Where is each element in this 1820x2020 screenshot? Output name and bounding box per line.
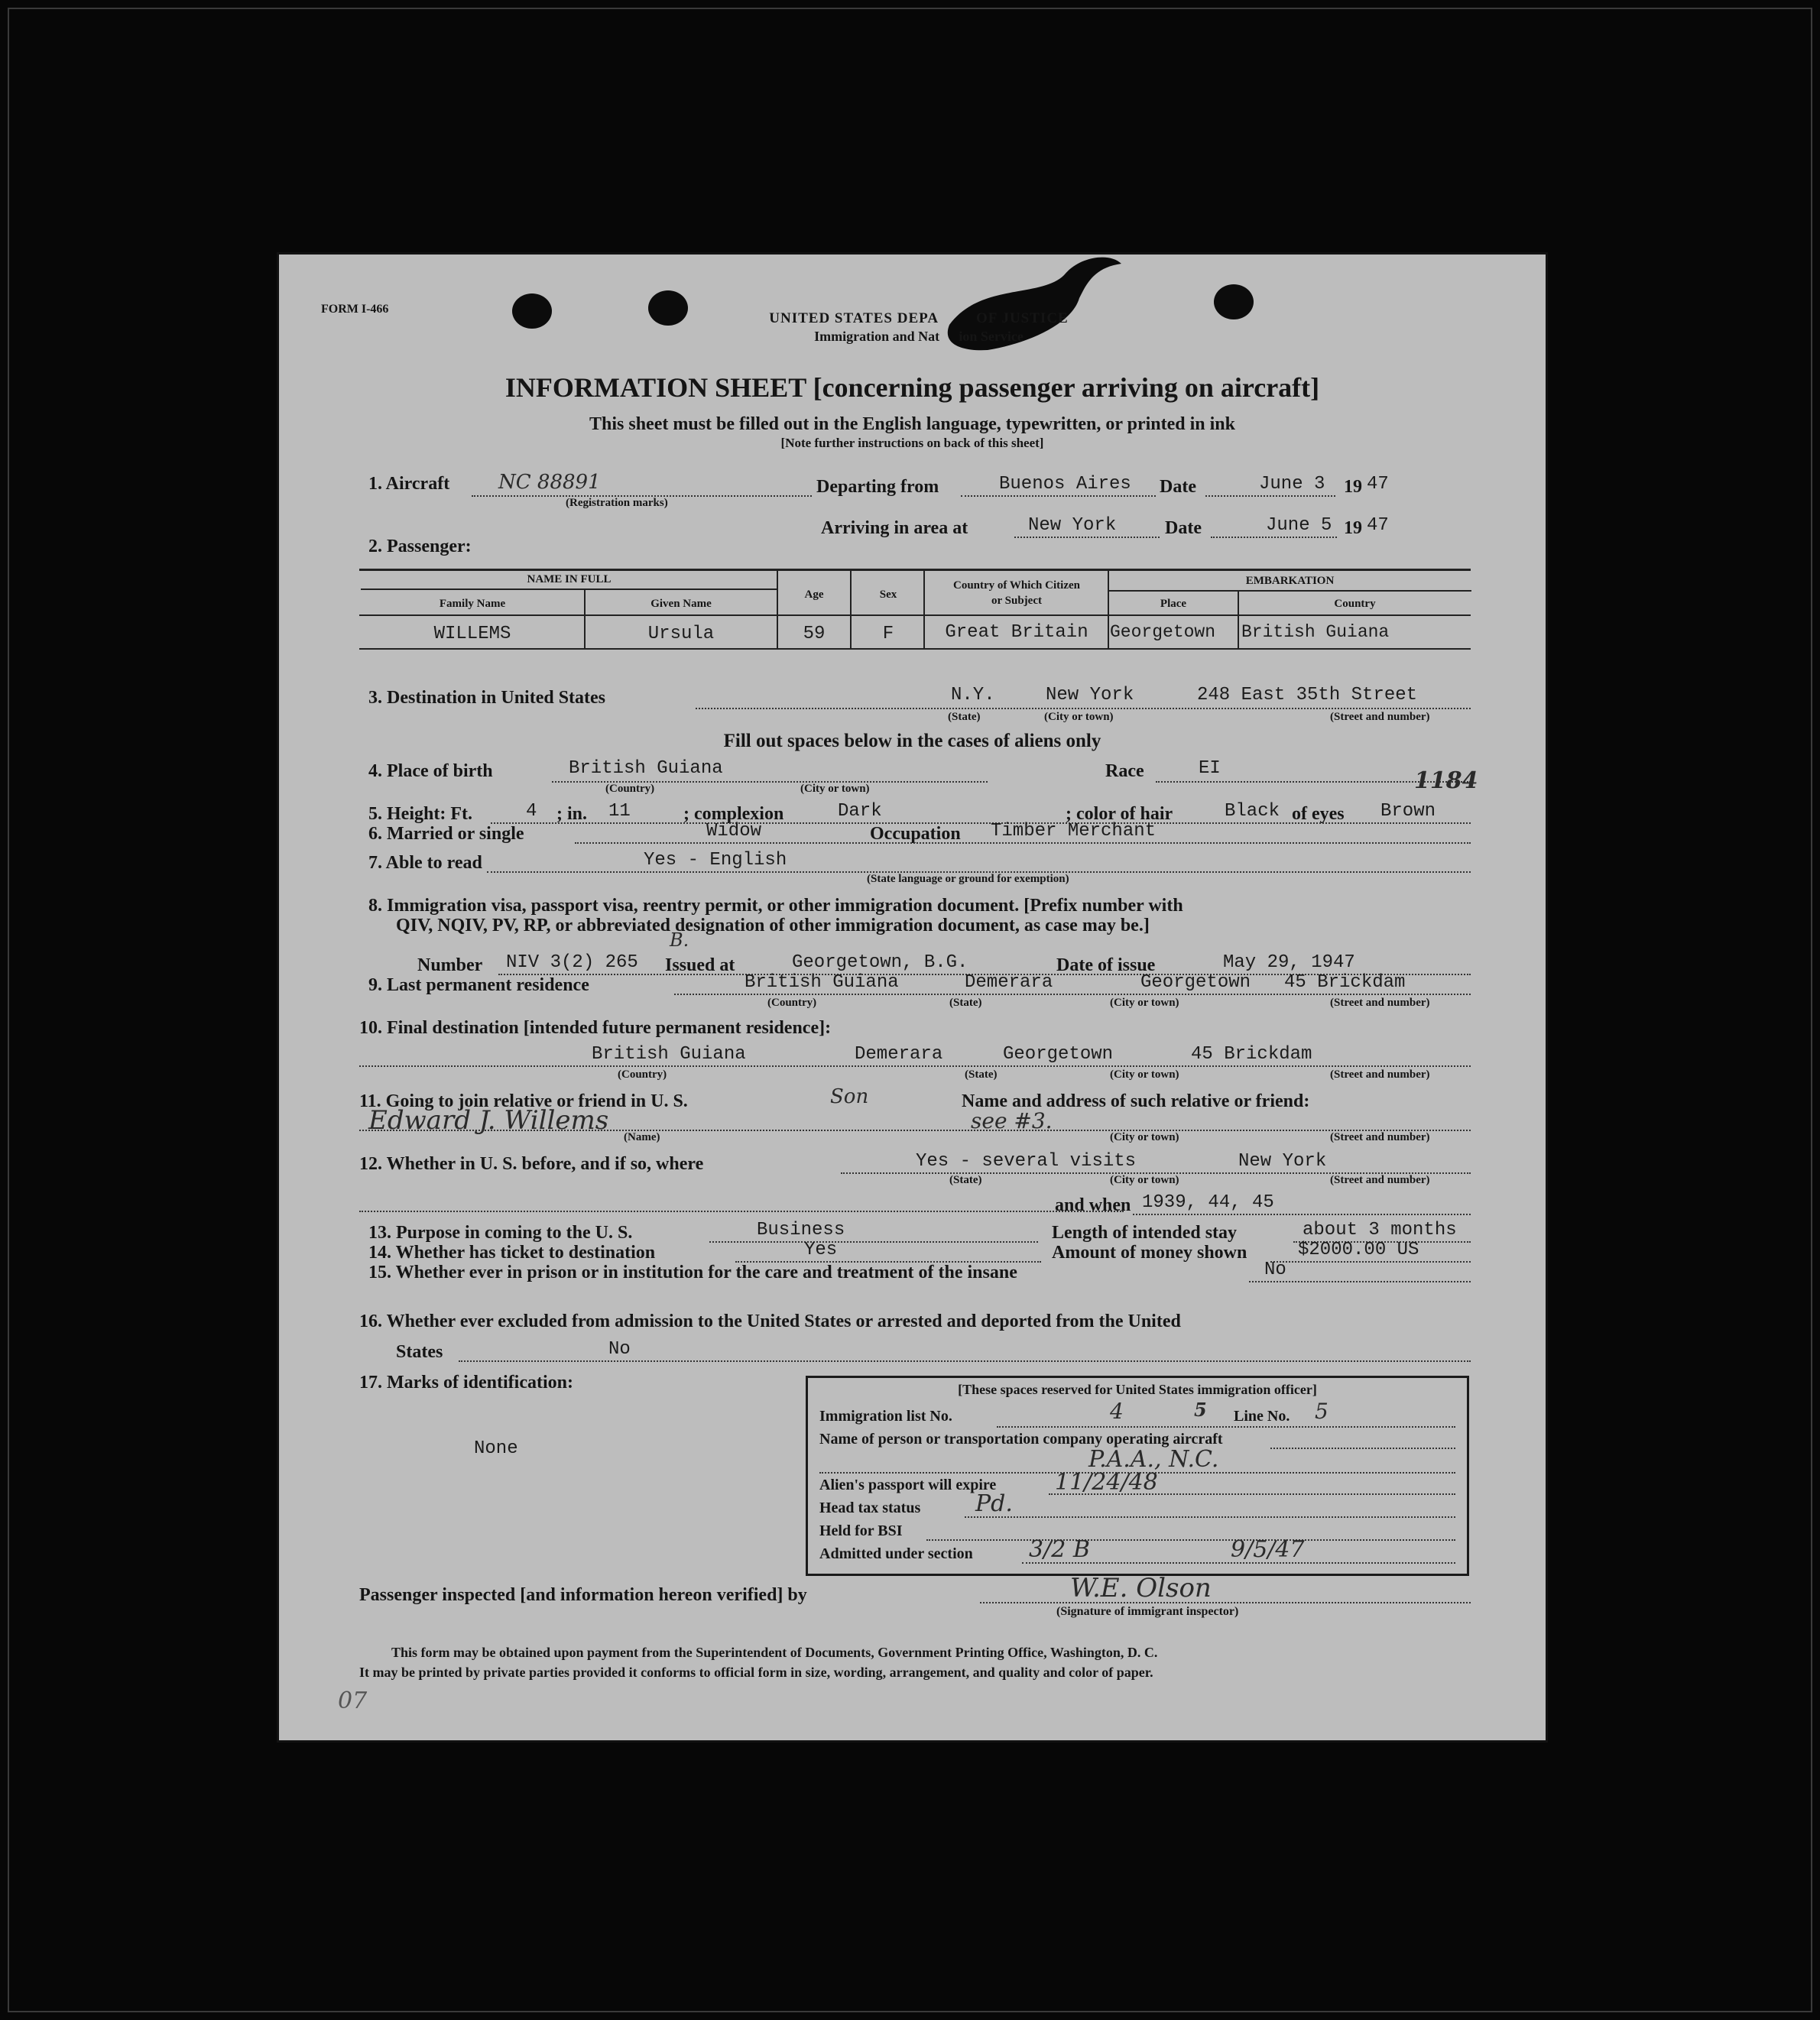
citizen-header-2: or Subject (991, 595, 1042, 607)
caption-city: (City or town) (1110, 1174, 1179, 1186)
states-label: States (396, 1342, 443, 1362)
birthplace-label: 4. Place of birth (368, 761, 493, 781)
embark-place-value: Georgetown (1110, 622, 1216, 642)
departing-label: Departing from (816, 477, 939, 497)
residence-city: Georgetown (1140, 972, 1251, 993)
excluded-label: 16. Whether ever excluded from admission to the United States or arrested and deported from the United (359, 1312, 1181, 1331)
family-name-header: Family Name (439, 598, 506, 610)
form-number: FORM I-466 (321, 303, 389, 316)
residence-country: British Guiana (745, 972, 899, 993)
signature-caption: (Signature of immigrant inspector) (1056, 1605, 1239, 1618)
citizen-value: Great Britain (945, 622, 1088, 643)
footer-line-2: It may be printed by private parties provided it conforms to official form in size, wording, arrangement, and quality and color of paper. (359, 1665, 1153, 1680)
bsi-label: Held for BSI (819, 1522, 903, 1539)
subtitle: This sheet must be filled out in the English language, typewritten, or printed in ink (589, 414, 1235, 434)
given-name-header: Given Name (650, 598, 712, 610)
prison-label: 15. Whether ever in prison or in institution for the care and treatment of the insane (368, 1263, 1017, 1282)
family-name-value: WILLEMS (433, 624, 511, 644)
caption-city: (City or town) (1044, 711, 1114, 723)
read-label: 7. Able to read (368, 853, 482, 873)
country-header: Country (1334, 598, 1376, 610)
complexion-value: Dark (838, 801, 882, 822)
caption-country: (Country) (767, 997, 817, 1009)
final-city: Georgetown (1003, 1044, 1114, 1065)
caption-street: (Street and number) (1330, 711, 1430, 723)
aircraft-value: NC 88891 (498, 471, 601, 494)
identification-value: None (474, 1438, 518, 1459)
height-feet: 4 (526, 801, 537, 822)
visa-number: NIV 3(2) 265 (506, 952, 638, 973)
sex-value: F (882, 624, 894, 644)
information-sheet (277, 252, 1548, 1743)
destination-city: New York (1046, 685, 1134, 705)
caption-street: (Street and number) (1330, 997, 1430, 1009)
department: UNITED STATES DEPA OF JUSTICE (769, 310, 1069, 326)
visa-number-label: Number (417, 955, 483, 975)
embark-country-value: British Guiana (1241, 622, 1390, 642)
citizen-header: Country of Which Citizen (953, 579, 1080, 592)
length-value: about 3 months (1303, 1220, 1457, 1240)
arriving-at: New York (1028, 515, 1117, 536)
destination-label: 3. Destination in United States (368, 688, 606, 708)
place-header: Place (1160, 598, 1187, 610)
caption-state: (State) (965, 1068, 998, 1081)
relative-address: see #3. (971, 1108, 1053, 1133)
join-relative-label: 11. Going to join relative or friend in U. S. (359, 1091, 688, 1111)
arrive-date: June 5 (1266, 515, 1332, 536)
race-label: Race (1105, 761, 1144, 781)
residence-label: 9. Last permanent residence (368, 975, 589, 995)
visa-label-2: QIV, NQIV, PV, RP, or abbreviated designation of other immigration document, as case may be.] (396, 916, 1150, 935)
ink-blot (934, 252, 1133, 367)
height-inches: 11 (608, 801, 631, 822)
previous-visit-value: Yes - several visits (916, 1151, 1137, 1172)
arrive-year-prefix: 19 (1344, 518, 1362, 538)
length-label: Length of intended stay (1052, 1223, 1238, 1243)
admitted-section: 3/2 B (1029, 1536, 1090, 1563)
caption-city: (City or town) (1110, 1131, 1179, 1143)
name-address-label: Name and address of such relative or friend: (962, 1091, 1310, 1111)
ticket-value: Yes (804, 1240, 838, 1260)
residence-street: 45 Brickdam (1284, 972, 1406, 993)
name-in-full-header: NAME IN FULL (527, 573, 612, 585)
hair-label: ; color of hair (1066, 804, 1173, 824)
list-mark: 5 (1194, 1399, 1207, 1421)
caption-street: (Street and number) (1330, 1131, 1430, 1143)
when-value: 1939, 44, 45 (1142, 1192, 1274, 1213)
read-value: Yes - English (644, 850, 787, 871)
final-state: Demerara (855, 1044, 943, 1065)
admitted-date: 9/5/47 (1231, 1536, 1305, 1563)
caption-state: (State) (949, 997, 982, 1009)
occupation-label: Occupation (870, 824, 961, 844)
issue-date: May 29, 1947 (1223, 952, 1355, 973)
note: [Note further instructions on back of this sheet] (780, 436, 1044, 450)
inspected-label: Passenger inspected [and information hereon verified] by (359, 1585, 807, 1605)
arriving-label: Arriving in area at (821, 518, 968, 538)
list-number: 4 (1110, 1399, 1124, 1424)
eyes-value: Brown (1380, 801, 1436, 822)
line-label: Line No. (1234, 1408, 1290, 1425)
headtax-value: Pd. (975, 1490, 1013, 1517)
eyes-label: of eyes (1292, 804, 1345, 824)
caption-state: (State) (949, 1174, 982, 1186)
residence-state: Demerara (965, 972, 1053, 993)
depart-year-prefix: 19 (1344, 477, 1362, 497)
caption-city: (City or town) (1110, 1068, 1179, 1081)
relative-name: Edward J. Willems (368, 1105, 609, 1136)
sex-header: Sex (879, 588, 897, 601)
aliens-heading: Fill out spaces below in the cases of aliens only (723, 731, 1101, 751)
destination-state: N.Y. (951, 685, 995, 705)
caption-street: (Street and number) (1330, 1174, 1430, 1186)
money-label: Amount of money shown (1052, 1243, 1247, 1263)
height-label: 5. Height: Ft. (368, 804, 472, 824)
margin-mark: 07 (338, 1688, 368, 1714)
purpose-label: 13. Purpose in coming to the U. S. (368, 1223, 633, 1243)
married-value: Widow (706, 821, 762, 841)
money-value: $2000.00 US (1298, 1240, 1419, 1260)
company-value: P.A.A., N.C. (1088, 1446, 1219, 1473)
prison-value: No (1264, 1260, 1286, 1280)
passenger-label: 2. Passenger: (368, 537, 472, 556)
issue-date-label: Date of issue (1056, 955, 1156, 975)
caption-city: (City or town) (1110, 997, 1179, 1009)
line-number: 5 (1315, 1399, 1329, 1424)
married-label: 6. Married or single (368, 824, 524, 844)
issued-at: Georgetown, B.G. (792, 952, 968, 973)
footer-line-1: This form may be obtained upon payment from the Superintendent of Documents, Government Printing Office, Washington, D. C. (391, 1645, 1158, 1660)
departing-from: Buenos Aires (999, 474, 1131, 494)
age-header: Age (804, 588, 824, 601)
birth-country: British Guiana (569, 758, 723, 779)
officer-heading: [These spaces reserved for United States immigration officer] (958, 1382, 1317, 1397)
given-name-value: Ursula (647, 624, 715, 644)
age-value: 59 (803, 624, 826, 644)
race-code-note: 1184 (1414, 767, 1478, 794)
visa-mark: B. (670, 929, 689, 951)
issued-label: Issued at (665, 955, 735, 975)
embarkation-header: EMBARKATION (1245, 575, 1335, 587)
registration-caption: (Registration marks) (566, 497, 668, 509)
caption-state: (State) (948, 711, 981, 723)
expire-label: Alien's passport will expire (819, 1477, 997, 1493)
depart-year: 47 (1367, 474, 1389, 494)
final-country: British Guiana (592, 1044, 746, 1065)
caption-country: (Country) (605, 783, 655, 795)
visa-label-1: 8. Immigration visa, passport visa, reentry permit, or other immigration document. [Prefix number with (368, 896, 1183, 916)
service: Immigration and Nat ion Service (814, 329, 1024, 344)
punch-hole (512, 293, 552, 329)
identification-label: 17. Marks of identification: (359, 1373, 573, 1393)
depart-date-label: Date (1160, 477, 1196, 497)
occupation-value: Timber Merchant (991, 821, 1157, 841)
arrive-date-label: Date (1165, 518, 1202, 538)
arrive-year: 47 (1367, 515, 1389, 536)
purpose-value: Business (757, 1220, 845, 1240)
ticket-label: 14. Whether has ticket to destination (368, 1243, 656, 1263)
depart-date: June 3 (1259, 474, 1325, 494)
final-destination-label: 10. Final destination [intended future permanent residence]: (359, 1018, 832, 1038)
admitted-label: Admitted under section (819, 1545, 973, 1562)
inches-label: ; in. (556, 804, 588, 824)
page-title: INFORMATION SHEET [concerning passenger arriving on aircraft] (504, 372, 1320, 403)
caption-country: (Country) (618, 1068, 667, 1081)
inspector-signature: W.E. Olson (1070, 1573, 1212, 1603)
caption-street: (Street and number) (1330, 1068, 1430, 1081)
excluded-value: No (608, 1339, 631, 1360)
aircraft-label: 1. Aircraft (368, 474, 450, 494)
company-label: Name of person or transportation company operating aircraft (819, 1431, 1223, 1448)
destination-street: 248 East 35th Street (1197, 685, 1418, 705)
expire-value: 11/24/48 (1055, 1469, 1158, 1496)
race-value: EI (1199, 758, 1221, 779)
final-street: 45 Brickdam (1191, 1044, 1312, 1065)
caption-name: (Name) (624, 1131, 660, 1143)
previous-visit-label: 12. Whether in U. S. before, and if so, where (359, 1154, 704, 1174)
hair-value: Black (1225, 801, 1280, 822)
relation-value: Son (830, 1085, 869, 1108)
list-label: Immigration list No. (819, 1408, 952, 1425)
when-label: and when (1055, 1195, 1131, 1215)
complexion-label: ; complexion (683, 804, 784, 824)
read-caption: (State language or ground for exemption) (867, 873, 1069, 885)
previous-visit-place: New York (1238, 1151, 1327, 1172)
caption-city: (City or town) (800, 783, 870, 795)
headtax-label: Head tax status (819, 1500, 921, 1516)
